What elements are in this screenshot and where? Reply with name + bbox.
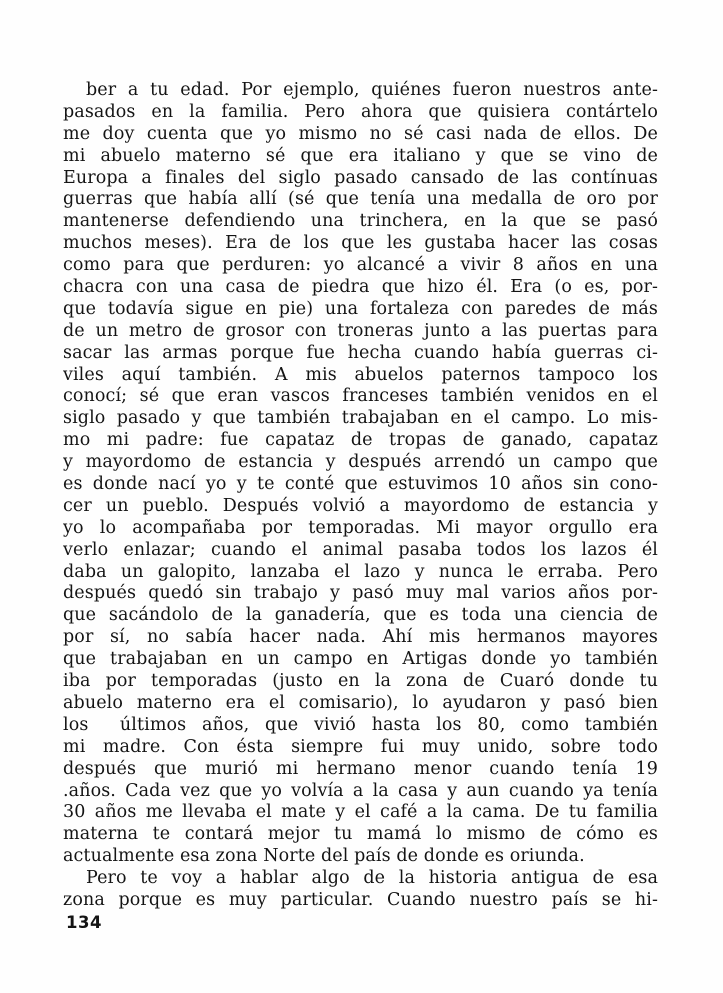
text-line: como para que perduren: yo alcancé a vivir 8 años en una — [63, 255, 658, 276]
text-line: yo lo acompañaba por temporadas. Mi mayor orgullo era — [63, 517, 658, 538]
text-line: actualmente esa zona Norte del país de donde es oriunda. — [63, 846, 585, 867]
page-number: 134 — [66, 913, 102, 932]
text-line: chacra con una casa de piedra que hizo él. Era (o es, por- — [63, 277, 658, 298]
text-line: cer un pueblo. Después volvió a mayordomo de estancia y — [63, 495, 658, 516]
text-line: materna te contará mejor tu mamá lo mismo de cómo es — [63, 824, 658, 845]
text-line: muchos meses). Era de los que les gustaba hacer las cosas — [63, 233, 658, 254]
text-line: daba un galopito, lanzaba el lazo y nunca le erraba. Pero — [63, 561, 658, 582]
text-line: mi abuelo materno sé que era italiano y que se vino de — [63, 145, 658, 166]
text-line: mo mi padre: fue capataz de tropas de ganado, capataz — [63, 430, 658, 451]
text-line: los últimos años, que vivió hasta los 80, como también — [63, 714, 658, 735]
text-line: sacar las armas porque fue hecha cuando había guerras ci- — [63, 342, 658, 363]
text-line: después quedó sin trabajo y pasó muy mal varios años por- — [63, 583, 658, 604]
text-line: que sacándolo de la ganadería, que es toda una ciencia de — [63, 605, 658, 626]
text-line: y mayordomo de estancia y después arrendó un campo que — [63, 452, 658, 473]
text-line: .años. Cada vez que yo volvía a la casa y aun cuando ya tenía — [63, 780, 658, 801]
text-line: que trabajaban en un campo en Artigas donde yo también — [63, 649, 658, 670]
text-line: iba por temporadas (justo en la zona de Cuaró donde tu — [63, 671, 658, 692]
text-line: Pero te voy a hablar algo de la historia antigua de esa — [86, 868, 658, 889]
text-line: 30 años me llevaba el mate y el café a la cama. De tu familia — [63, 802, 658, 823]
text-line: mantenerse defendiendo una trinchera, en la que se pasó — [63, 211, 658, 232]
text-line: pasados en la familia. Pero ahora que quisiera contártelo — [63, 101, 658, 122]
text-line: guerras que había allí (sé que tenía una medalla de oro por — [63, 189, 658, 210]
text-line: me doy cuenta que yo mismo no sé casi nada de ellos. De — [63, 123, 658, 144]
text-line: ber a tu edad. Por ejemplo, quiénes fueron nuestros ante- — [86, 80, 658, 100]
text-line: es donde nací yo y te conté que estuvimos 10 años sin cono- — [63, 474, 658, 495]
body-text-block — [63, 80, 658, 912]
text-line: Europa a finales del siglo pasado cansado de las contínuas — [63, 167, 658, 188]
text-line: después que murió mi hermano menor cuando tenía 19 — [63, 758, 658, 779]
text-line: verlo enlazar; cuando el animal pasaba todos los lazos él — [63, 539, 658, 560]
text-line: por sí, no sabía hacer nada. Ahí mis hermanos mayores — [63, 627, 658, 648]
text-line: siglo pasado y que también trabajaban en el campo. Lo mis- — [63, 408, 658, 429]
text-line: zona porque es muy particular. Cuando nuestro país se hi- — [63, 889, 658, 910]
text-line: viles aquí también. A mis abuelos paternos tampoco los — [63, 364, 658, 385]
text-line: conocí; sé que eran vascos franceses también venidos en el — [63, 386, 658, 407]
text-line: que todavía sigue en pie) una fortaleza con paredes de más — [63, 298, 658, 319]
text-line: de un metro de grosor con troneras junto a las puertas para — [63, 320, 658, 341]
text-line: mi madre. Con ésta siempre fui muy unido, sobre todo — [63, 736, 658, 757]
text-line: abuelo materno era el comisario), lo ayudaron y pasó bien — [63, 692, 658, 713]
